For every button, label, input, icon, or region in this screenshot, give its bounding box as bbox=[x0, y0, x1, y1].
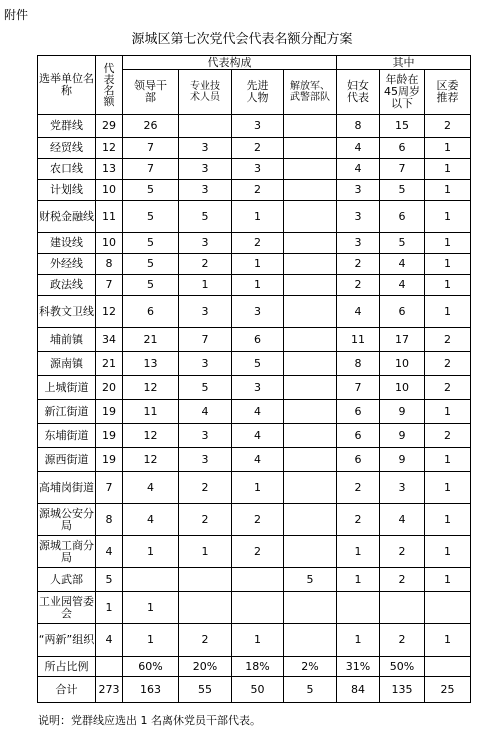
cell-name: 东埔街道 bbox=[38, 424, 96, 448]
cell-mil bbox=[284, 536, 337, 568]
cell-district: 2 bbox=[425, 352, 471, 376]
cell-leaders: 5 bbox=[123, 180, 179, 201]
cell-women: 4 bbox=[337, 138, 380, 159]
cell-name: 合计 bbox=[38, 677, 96, 703]
cell-women: 1 bbox=[337, 568, 380, 592]
cell-mil bbox=[284, 400, 337, 424]
cell-tech bbox=[179, 592, 232, 624]
cell-name: 农口线 bbox=[38, 159, 96, 180]
cell-leaders: 4 bbox=[123, 472, 179, 504]
attachment-label: 附件 bbox=[4, 8, 29, 22]
cell-mil bbox=[284, 275, 337, 296]
cell-tech: 5 bbox=[179, 376, 232, 400]
cell-leaders: 5 bbox=[123, 254, 179, 275]
header-women: 妇女代表 bbox=[337, 70, 380, 115]
cell-leaders: 11 bbox=[123, 400, 179, 424]
cell-leaders: 5 bbox=[123, 275, 179, 296]
table-row bbox=[38, 201, 471, 233]
cell-tech: 55 bbox=[179, 677, 232, 703]
table-row bbox=[38, 275, 471, 296]
cell-district: 1 bbox=[425, 254, 471, 275]
cell-adv: 1 bbox=[232, 201, 284, 233]
cell-young: 9 bbox=[380, 448, 425, 472]
quota-table bbox=[37, 55, 471, 703]
cell-young: 135 bbox=[380, 677, 425, 703]
cell-name: 源城工商分局 bbox=[38, 536, 96, 568]
cell-quota: 34 bbox=[96, 328, 123, 352]
table-row bbox=[38, 448, 471, 472]
cell-district bbox=[425, 657, 471, 677]
cell-young bbox=[380, 592, 425, 624]
cell-adv: 18% bbox=[232, 657, 284, 677]
cell-name: 党群线 bbox=[38, 115, 96, 138]
cell-tech: 1 bbox=[179, 275, 232, 296]
cell-leaders: 60% bbox=[123, 657, 179, 677]
header-leaders: 领导干部 bbox=[123, 70, 179, 115]
cell-women: 84 bbox=[337, 677, 380, 703]
table-row bbox=[38, 254, 471, 275]
cell-quota: 11 bbox=[96, 201, 123, 233]
cell-adv: 1 bbox=[232, 254, 284, 275]
header-composition: 代表构成 bbox=[123, 56, 337, 70]
table-row bbox=[38, 233, 471, 254]
header-military: 解放军、武警部队 bbox=[284, 70, 337, 115]
cell-women: 31% bbox=[337, 657, 380, 677]
cell-name: 外经线 bbox=[38, 254, 96, 275]
cell-district: 1 bbox=[425, 233, 471, 254]
cell-young: 10 bbox=[380, 376, 425, 400]
cell-quota: 12 bbox=[96, 296, 123, 328]
cell-leaders: 12 bbox=[123, 424, 179, 448]
cell-district: 1 bbox=[425, 400, 471, 424]
cell-mil bbox=[284, 328, 337, 352]
cell-tech: 1 bbox=[179, 536, 232, 568]
cell-name: 源西街道 bbox=[38, 448, 96, 472]
table-row bbox=[38, 115, 471, 138]
cell-adv: 3 bbox=[232, 159, 284, 180]
cell-district: 1 bbox=[425, 296, 471, 328]
cell-young: 2 bbox=[380, 624, 425, 657]
cell-mil bbox=[284, 352, 337, 376]
cell-district: 1 bbox=[425, 138, 471, 159]
cell-mil bbox=[284, 201, 337, 233]
cell-quota: 21 bbox=[96, 352, 123, 376]
cell-adv: 5 bbox=[232, 352, 284, 376]
cell-women: 6 bbox=[337, 424, 380, 448]
cell-women: 2 bbox=[337, 504, 380, 536]
cell-young: 2 bbox=[380, 568, 425, 592]
cell-quota: 7 bbox=[96, 472, 123, 504]
cell-district: 2 bbox=[425, 328, 471, 352]
cell-adv: 4 bbox=[232, 448, 284, 472]
header-district: 区委推荐 bbox=[425, 70, 471, 115]
cell-quota: 4 bbox=[96, 624, 123, 657]
cell-name: 人武部 bbox=[38, 568, 96, 592]
cell-leaders: 6 bbox=[123, 296, 179, 328]
cell-name: “两新”组织 bbox=[38, 624, 96, 657]
cell-tech: 7 bbox=[179, 328, 232, 352]
cell-district: 2 bbox=[425, 376, 471, 400]
cell-mil bbox=[284, 180, 337, 201]
cell-name: 政法线 bbox=[38, 275, 96, 296]
cell-mil: 5 bbox=[284, 568, 337, 592]
cell-district: 1 bbox=[425, 159, 471, 180]
cell-women: 1 bbox=[337, 624, 380, 657]
cell-leaders: 12 bbox=[123, 448, 179, 472]
cell-quota: 10 bbox=[96, 233, 123, 254]
cell-name: 上城街道 bbox=[38, 376, 96, 400]
cell-leaders: 7 bbox=[123, 159, 179, 180]
cell-adv: 6 bbox=[232, 328, 284, 352]
cell-women: 7 bbox=[337, 376, 380, 400]
cell-adv: 1 bbox=[232, 624, 284, 657]
cell-leaders: 13 bbox=[123, 352, 179, 376]
cell-name: 源南镇 bbox=[38, 352, 96, 376]
cell-women: 8 bbox=[337, 352, 380, 376]
cell-quota: 4 bbox=[96, 536, 123, 568]
cell-mil bbox=[284, 296, 337, 328]
cell-women: 4 bbox=[337, 296, 380, 328]
cell-name: 所占比例 bbox=[38, 657, 96, 677]
cell-leaders: 5 bbox=[123, 201, 179, 233]
cell-women: 3 bbox=[337, 201, 380, 233]
cell-quota: 19 bbox=[96, 400, 123, 424]
cell-name: 工业园管委会 bbox=[38, 592, 96, 624]
cell-young: 5 bbox=[380, 180, 425, 201]
header-technical: 专业技术人员 bbox=[179, 70, 232, 115]
cell-young: 4 bbox=[380, 254, 425, 275]
cell-women: 4 bbox=[337, 159, 380, 180]
cell-mil bbox=[284, 376, 337, 400]
cell-tech: 3 bbox=[179, 233, 232, 254]
cell-tech bbox=[179, 115, 232, 138]
cell-mil bbox=[284, 592, 337, 624]
header-among: 其中 bbox=[337, 56, 471, 70]
cell-tech: 3 bbox=[179, 448, 232, 472]
cell-adv: 3 bbox=[232, 376, 284, 400]
cell-quota: 1 bbox=[96, 592, 123, 624]
cell-mil: 2% bbox=[284, 657, 337, 677]
cell-women bbox=[337, 592, 380, 624]
cell-district: 1 bbox=[425, 624, 471, 657]
cell-leaders: 5 bbox=[123, 233, 179, 254]
footnote: 说明：党群线应选出 1 名离休党员干部代表。 bbox=[38, 714, 261, 727]
table-row bbox=[38, 296, 471, 328]
cell-mil: 5 bbox=[284, 677, 337, 703]
cell-name: 经贸线 bbox=[38, 138, 96, 159]
cell-women: 6 bbox=[337, 448, 380, 472]
cell-women: 3 bbox=[337, 233, 380, 254]
cell-adv: 4 bbox=[232, 424, 284, 448]
cell-district: 1 bbox=[425, 448, 471, 472]
cell-young: 4 bbox=[380, 275, 425, 296]
cell-mil bbox=[284, 504, 337, 536]
cell-adv: 2 bbox=[232, 504, 284, 536]
cell-mil bbox=[284, 254, 337, 275]
cell-adv: 2 bbox=[232, 180, 284, 201]
cell-mil bbox=[284, 448, 337, 472]
cell-young: 10 bbox=[380, 352, 425, 376]
cell-name: 新江街道 bbox=[38, 400, 96, 424]
cell-quota: 19 bbox=[96, 448, 123, 472]
cell-leaders: 12 bbox=[123, 376, 179, 400]
page-title: 源城区第七次党代会代表名额分配方案 bbox=[131, 32, 353, 47]
table-row bbox=[38, 376, 471, 400]
cell-name: 科教文卫线 bbox=[38, 296, 96, 328]
table-row bbox=[38, 424, 471, 448]
cell-name: 建设线 bbox=[38, 233, 96, 254]
cell-adv: 1 bbox=[232, 275, 284, 296]
cell-quota: 12 bbox=[96, 138, 123, 159]
table-row bbox=[38, 536, 471, 568]
cell-leaders: 1 bbox=[123, 624, 179, 657]
cell-young: 2 bbox=[380, 536, 425, 568]
table-row bbox=[38, 568, 471, 592]
cell-adv: 3 bbox=[232, 296, 284, 328]
cell-young: 6 bbox=[380, 201, 425, 233]
cell-leaders: 7 bbox=[123, 138, 179, 159]
cell-tech: 20% bbox=[179, 657, 232, 677]
table-row bbox=[38, 328, 471, 352]
cell-district: 2 bbox=[425, 424, 471, 448]
cell-women: 1 bbox=[337, 536, 380, 568]
cell-adv: 4 bbox=[232, 400, 284, 424]
cell-adv: 3 bbox=[232, 115, 284, 138]
cell-quota bbox=[96, 657, 123, 677]
cell-tech: 2 bbox=[179, 624, 232, 657]
cell-quota: 13 bbox=[96, 159, 123, 180]
cell-district: 25 bbox=[425, 677, 471, 703]
cell-women: 2 bbox=[337, 275, 380, 296]
cell-quota: 8 bbox=[96, 504, 123, 536]
cell-leaders: 26 bbox=[123, 115, 179, 138]
cell-mil bbox=[284, 159, 337, 180]
cell-adv: 2 bbox=[232, 233, 284, 254]
table-row bbox=[38, 592, 471, 624]
cell-district bbox=[425, 592, 471, 624]
header-advanced: 先进人物 bbox=[232, 70, 284, 115]
cell-tech: 3 bbox=[179, 296, 232, 328]
cell-name: 源城公安分局 bbox=[38, 504, 96, 536]
cell-mil bbox=[284, 138, 337, 159]
cell-tech: 3 bbox=[179, 138, 232, 159]
cell-name: 财税金融线 bbox=[38, 201, 96, 233]
cell-district: 1 bbox=[425, 504, 471, 536]
cell-young: 9 bbox=[380, 400, 425, 424]
cell-tech: 5 bbox=[179, 201, 232, 233]
cell-name: 计划线 bbox=[38, 180, 96, 201]
cell-name: 埔前镇 bbox=[38, 328, 96, 352]
cell-young: 6 bbox=[380, 138, 425, 159]
cell-quota: 20 bbox=[96, 376, 123, 400]
table-row bbox=[38, 624, 471, 657]
cell-young: 4 bbox=[380, 504, 425, 536]
header-unit: 选举单位名称 bbox=[38, 56, 96, 115]
cell-quota: 10 bbox=[96, 180, 123, 201]
cell-adv: 2 bbox=[232, 138, 284, 159]
cell-women: 2 bbox=[337, 472, 380, 504]
cell-name: 高埔岗街道 bbox=[38, 472, 96, 504]
cell-adv bbox=[232, 592, 284, 624]
cell-mil bbox=[284, 624, 337, 657]
cell-young: 6 bbox=[380, 296, 425, 328]
cell-district: 1 bbox=[425, 275, 471, 296]
table-row bbox=[38, 677, 471, 703]
cell-young: 9 bbox=[380, 424, 425, 448]
cell-district: 2 bbox=[425, 115, 471, 138]
cell-mil bbox=[284, 233, 337, 254]
header-under45: 年龄在45周岁以下 bbox=[380, 70, 425, 115]
cell-women: 8 bbox=[337, 115, 380, 138]
table-row bbox=[38, 400, 471, 424]
cell-mil bbox=[284, 472, 337, 504]
table-row bbox=[38, 138, 471, 159]
cell-tech: 2 bbox=[179, 504, 232, 536]
cell-adv: 2 bbox=[232, 536, 284, 568]
cell-leaders: 163 bbox=[123, 677, 179, 703]
cell-tech: 2 bbox=[179, 472, 232, 504]
cell-tech bbox=[179, 568, 232, 592]
cell-young: 5 bbox=[380, 233, 425, 254]
cell-leaders: 1 bbox=[123, 592, 179, 624]
cell-tech: 2 bbox=[179, 254, 232, 275]
cell-tech: 3 bbox=[179, 159, 232, 180]
cell-women: 3 bbox=[337, 180, 380, 201]
header-quota: 代表名额 bbox=[96, 56, 123, 115]
cell-tech: 4 bbox=[179, 400, 232, 424]
cell-district: 1 bbox=[425, 180, 471, 201]
table-row bbox=[38, 504, 471, 536]
table-row bbox=[38, 352, 471, 376]
cell-young: 50% bbox=[380, 657, 425, 677]
cell-quota: 8 bbox=[96, 254, 123, 275]
cell-leaders: 4 bbox=[123, 504, 179, 536]
cell-young: 15 bbox=[380, 115, 425, 138]
table-row bbox=[38, 657, 471, 677]
cell-adv bbox=[232, 568, 284, 592]
cell-district: 1 bbox=[425, 201, 471, 233]
cell-adv: 50 bbox=[232, 677, 284, 703]
cell-tech: 3 bbox=[179, 180, 232, 201]
cell-tech: 3 bbox=[179, 352, 232, 376]
cell-adv: 1 bbox=[232, 472, 284, 504]
table-row bbox=[38, 159, 471, 180]
cell-women: 11 bbox=[337, 328, 380, 352]
cell-leaders bbox=[123, 568, 179, 592]
cell-quota: 273 bbox=[96, 677, 123, 703]
cell-mil bbox=[284, 115, 337, 138]
cell-young: 7 bbox=[380, 159, 425, 180]
cell-district: 1 bbox=[425, 568, 471, 592]
cell-young: 17 bbox=[380, 328, 425, 352]
cell-quota: 7 bbox=[96, 275, 123, 296]
cell-quota: 19 bbox=[96, 424, 123, 448]
cell-quota: 29 bbox=[96, 115, 123, 138]
cell-leaders: 21 bbox=[123, 328, 179, 352]
cell-district: 1 bbox=[425, 536, 471, 568]
cell-mil bbox=[284, 424, 337, 448]
table-row bbox=[38, 180, 471, 201]
cell-tech: 3 bbox=[179, 424, 232, 448]
cell-young: 3 bbox=[380, 472, 425, 504]
cell-women: 2 bbox=[337, 254, 380, 275]
cell-women: 6 bbox=[337, 400, 380, 424]
cell-district: 1 bbox=[425, 472, 471, 504]
cell-quota: 5 bbox=[96, 568, 123, 592]
cell-leaders: 1 bbox=[123, 536, 179, 568]
table-row bbox=[38, 472, 471, 504]
